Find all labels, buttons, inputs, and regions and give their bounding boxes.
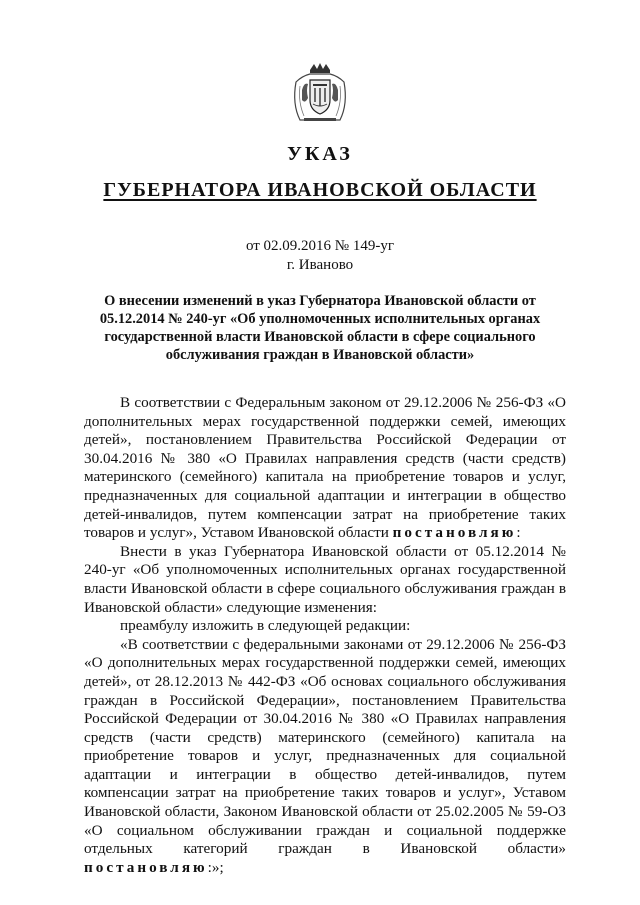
coat-of-arms-emblem	[288, 60, 352, 124]
paragraph-end: :	[516, 524, 521, 542]
paragraph-instruction: преамбулу изложить в следующей редакции:	[120, 617, 411, 635]
paragraph-new-preamble	[84, 636, 566, 878]
document-subject: О внесении изменений в указ Губернатора Ивановской области от 05.12.2014 № 240-уг «Об уполномоченных исполнительных органах государственной власти Ивановской области в сфере социального обслуживания граждан в Ивановской области»	[99, 293, 541, 363]
decree-word: постановляю	[84, 858, 208, 876]
decree-word: постановляю	[392, 524, 517, 542]
paragraph-text: «В соответствии с федеральными законами от 29.12.2006 № 256-ФЗ «О дополнительных мерах государственной поддержки семей, имеющих детей», от 28.12.2013 № 442-ФЗ «Об основах социального обслуживания граждан в Российской Федерации», постановлением Правительства Российской Федерации от 30.04.2016 № 380 «О Правилах направления средств (части средств) материнского (семейного) капитала на приобретение товаров и услуг, предназначенных для социальной адаптации и интеграции в общество детей-инвалидов, путем компенсации затрат на приобретение таких товаров и услуг», Уставом Ивановской области, Законом Ивановской области от 25.02.2005 № 59-ОЗ «О социальном обслуживании граждан и социальной поддержке отдельных категорий граждан в Ивановской области»	[84, 635, 566, 858]
paragraph-amendment: Внести в указ Губернатора Ивановской области от 05.12.2014 № 240-уг «Об уполномоченных исполнительных органах государственной власти Ивановской области в сфере социального обслуживания граждан в Ивановской области» следующие изменения:	[84, 542, 566, 616]
document-type-title: УКАЗ	[287, 143, 353, 165]
document-date-number: от 02.09.2016 № 149-уг	[245, 238, 395, 254]
paragraph-end: :»;	[207, 858, 224, 876]
issuer-title: ГУБЕРНАТОРА ИВАНОВСКОЙ ОБЛАСТИ	[103, 179, 537, 201]
document-city: г. Иваново	[286, 257, 354, 273]
document-body	[84, 394, 566, 877]
paragraph-preamble	[84, 394, 566, 543]
paragraph-text: В соответствии с Федеральным законом от 29.12.2006 № 256-ФЗ «О дополнительных мерах государственной поддержки семей, имеющих детей», постановлением Правительства Российской Федерации от 30.04.2016 № 380 «О Правилах направления средств (части средств) материнского (семейного) капитала на приобретение товаров и услуг, предназначенных для социальной адаптации и интеграции в общество детей-инвалидов, путем компенсации затрат на приобретение таких товаров и услуг», Уставом Ивановской области	[84, 394, 566, 542]
